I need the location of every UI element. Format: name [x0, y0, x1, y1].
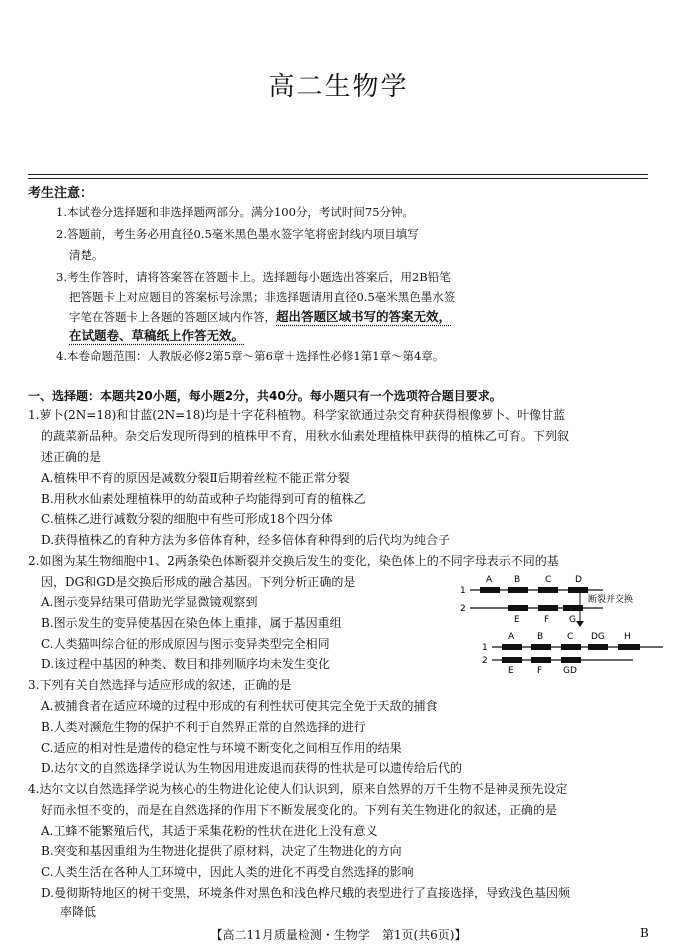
option: C.植株乙进行减数分裂的细胞中有些可形成18个四分体	[41, 512, 333, 526]
option: B.人类对濒危生物的保护不利于自然界正常的自然选择的进行	[41, 720, 366, 734]
page-footer: 【高二11月质量检测・生物学 第1页(共6页)】	[210, 928, 467, 942]
question-stem: 好而永恒不变的，而是在自然选择的作用下不断发展变化的。下列有关生物进化的叙述，正确的是	[41, 803, 558, 817]
gene-block	[502, 657, 522, 663]
question-stem: 2.如图为某生物细胞中1、2两条染色体断裂并交换后发生的变化，染色体上的不同字母表示不同的基	[28, 554, 559, 568]
option: C.适应的相对性是遗传的稳定性与环境不断变化之间相互作用的结果	[41, 741, 402, 755]
notice-line: 2.答题前，考生务必用直径0.5毫米黑色墨水签字笔将密封线内项目填写	[56, 227, 419, 241]
option: A.被捕食者在适应环境的过程中形成的有利性状可使其完全免于天敌的捕食	[41, 699, 438, 713]
notice-line	[69, 307, 451, 325]
notice-line-text: 字笔在答题卡上各题的答题区域内作答，	[69, 310, 276, 324]
question-stem: 述正确的是	[41, 450, 102, 464]
warning-text: 超出答题区域书写的答案无效，	[276, 309, 452, 324]
notice-line: 清楚。	[69, 248, 104, 262]
option: D.达尔文的自然选择学说认为生物因用进废退而获得的性状是可以遗传给后代的	[41, 761, 463, 775]
chromosome-label: 2	[482, 656, 488, 666]
option: B.用秋水仙素处理植株甲的幼苗或种子均能得到可育的植株乙	[41, 492, 366, 506]
chromosome-figure	[458, 571, 677, 676]
option: D.该过程中基因的种类、数目和排列顺序均未发生变化	[41, 657, 331, 671]
gene-block	[618, 644, 640, 650]
gene-block	[508, 587, 528, 593]
option: A.工蜂不能繁殖后代，其适于采集花粉的性状在进化上没有意义	[41, 824, 378, 838]
question-stem: 因，DG和GD是交换后形成的融合基因。下列分析正确的是	[41, 575, 356, 589]
gene-block	[568, 587, 588, 593]
gene-label: C	[567, 632, 574, 642]
warning-text: 在试题卷、草稿纸上作答无效。	[69, 328, 245, 343]
chromosome-label: 2	[460, 604, 466, 614]
question-stem: 1.萝卜(2N=18)和甘蓝(2N=18)均是十字花科植物。科学家欲通过杂交育种获得根像萝卜、叶像甘蓝	[28, 408, 566, 422]
gene-label: B	[514, 575, 521, 585]
notice-line: 4.本卷命题范围：人教版必修2第5章～第6章＋选择性必修1第1章～第4章。	[56, 349, 445, 363]
notice-line	[69, 326, 244, 344]
gene-block	[538, 587, 558, 593]
notice-line: 3.考生作答时，请将答案答在答题卡上。选择题每小题选出答案后，用2B铅笔	[56, 270, 451, 284]
option: A.植株甲不育的原因是减数分裂Ⅱ后期着丝粒不能正常分裂	[41, 471, 350, 485]
notice-line: 把答题卡上对应题目的答案标号涂黑；非选择题请用直径0.5毫米黑色墨水签	[69, 290, 456, 304]
option: A.图示变异结果可借助光学显微镜观察到	[41, 595, 258, 609]
gene-label: F	[537, 666, 543, 676]
chromosome-label: 1	[460, 586, 466, 596]
notice-heading: 考生注意：	[28, 186, 94, 201]
gene-block	[538, 605, 558, 611]
option: B.图示发生的变异使基因在染色体上重排，属于基因重组	[41, 616, 342, 630]
gene-label: B	[537, 632, 544, 642]
chromosome-label: 1	[482, 643, 488, 653]
option: D.曼彻斯特地区的树干变黑，环境条件对黑色和浅色桦尺蛾的表型进行了直接选择，导致浅色基因频	[41, 886, 571, 900]
gene-block	[588, 644, 608, 650]
gene-label: A	[508, 632, 515, 642]
gene-label: A	[486, 575, 493, 585]
arrow-head-icon	[576, 621, 584, 627]
gene-block	[561, 644, 581, 650]
page-title: 高二生物学	[268, 72, 409, 102]
option: C.人类猫叫综合征的形成原因与图示变异类型完全相同	[41, 637, 330, 651]
option: C.人类生活在各种人工环境中，因此人类的进化不再受自然选择的影响	[41, 865, 414, 879]
gene-block	[480, 587, 500, 593]
gene-label: E	[514, 615, 520, 625]
break-label: 断裂并交换	[588, 595, 634, 605]
option: 率降低	[60, 905, 97, 919]
gene-label: DG	[591, 632, 605, 642]
question-stem: 3.下列有关自然选择与适应形成的叙述，正确的是	[28, 678, 292, 692]
gene-label: F	[544, 615, 550, 625]
gene-block	[561, 657, 581, 663]
gene-block	[531, 657, 551, 663]
gene-label: H	[624, 632, 631, 642]
option: B.突变和基因重组为生物进化提供了原材料，决定了生物进化的方向	[41, 844, 402, 858]
gene-label: G	[569, 615, 576, 625]
question-stem: 4.达尔文以自然选择学说为核心的生物进化论使人们认识到，原来自然界的万千生物不是神灵预先设定	[28, 782, 568, 796]
divider	[28, 178, 648, 179]
question-stem: 的蔬菜新品种。杂交后发现所得到的植株甲不育，用秋水仙素处理植株甲获得的植株乙可育。下列叙	[41, 429, 570, 443]
gene-label: C	[545, 575, 552, 585]
gene-block	[508, 605, 528, 611]
option: D.获得植株乙的育种方法为多倍体育种，经多倍体育种得到的后代均为纯合子	[41, 533, 451, 547]
gene-block	[502, 644, 522, 650]
gene-label: GD	[563, 666, 577, 676]
section-title: 一、选择题：本题共20小题，每小题2分，共40分。每小题只有一个选项符合题目要求。	[28, 389, 502, 403]
gene-block	[531, 644, 551, 650]
divider	[28, 174, 648, 175]
gene-label: E	[508, 666, 514, 676]
paper-code: B	[640, 926, 649, 940]
gene-label: D	[575, 575, 582, 585]
notice-line: 1.本试卷分选择题和非选择题两部分。满分100分，考试时间75分钟。	[56, 205, 415, 219]
